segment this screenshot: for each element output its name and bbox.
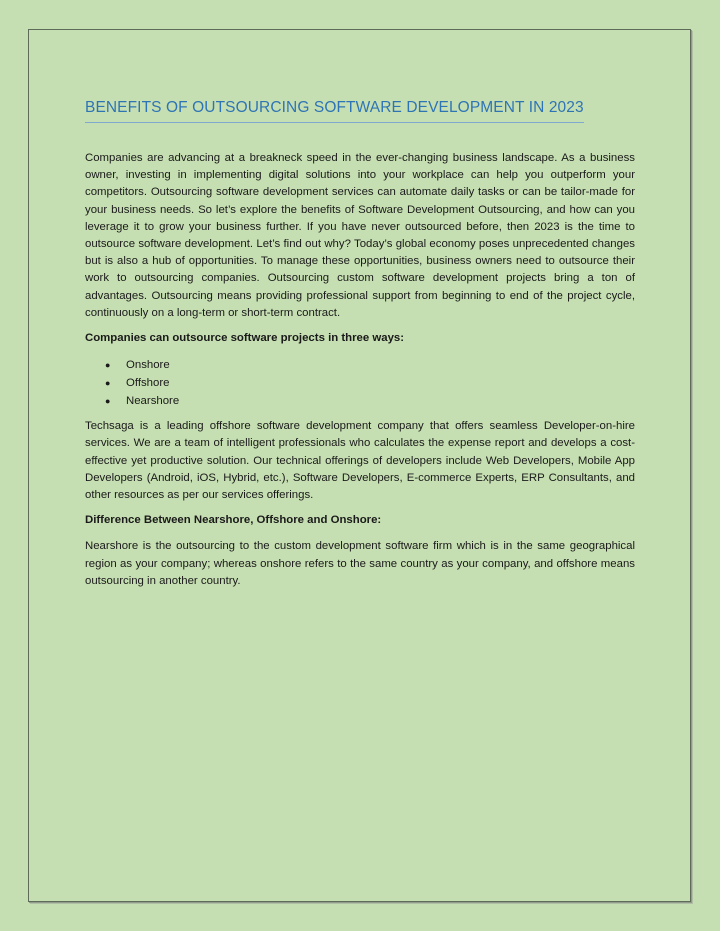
intro-paragraph: Companies are advancing at a breakneck speed in the ever-changing business landscape. As a business owner, investing in implementing digital solutions into your workplace can help you outperform your competitors. Outsourcing software development services can automate daily tasks or can be tailor-made for your business needs. So let’s explore the benefits of Software Development Outsourcing, and how can you leverage it to grow your business further. If you have never outsourced before, then 2023 is the time to outsource software development. Let’s find out why? Today’s global economy poses unprecedented changes but is also a hub of opportunities. To manage these opportunities, business owners need to outsource their work to outsourcing companies. Outsourcing custom software development projects bring a ton of advantages. Outsourcing means providing professional support from beginning to end of the project cycle, continuously on a long-term or short-term contract. <box>85 152 635 319</box>
bullet-icon: ● <box>105 360 111 371</box>
list-item <box>85 374 635 392</box>
title-container <box>85 98 635 150</box>
list-item <box>85 356 635 374</box>
difference-heading: Difference Between Nearshore, Offshore and Onshore: <box>85 514 382 527</box>
document-title: BENEFITS OF OUTSOURCING SOFTWARE DEVELOPMENT IN 2023 <box>85 98 584 123</box>
document-body <box>85 98 635 590</box>
list-item-label: Nearshore <box>126 395 180 408</box>
techsaga-paragraph: Techsaga is a leading offshore software development company that offers seamless Developer-on-hire services. We are a team of intelligent professionals who calculates the expense report and develops a cost-effective yet productive solution. Our technical offerings of developers include Web Developers, Mobile App Developers (Android, iOS, Hybrid, etc.), Software Developers, E-commerce Experts, ERP Consultants, and other resources as per our services offerings. <box>85 420 635 502</box>
list-item-label: Offshore <box>126 377 170 390</box>
list-item-label: Onshore <box>126 359 170 372</box>
ways-list <box>85 356 635 410</box>
bullet-icon: ● <box>105 378 111 389</box>
bullet-icon: ● <box>105 396 111 407</box>
ways-heading: Companies can outsource software projects in three ways: <box>85 332 405 345</box>
list-item <box>85 392 635 410</box>
difference-paragraph: Nearshore is the outsourcing to the custom development software firm which is in the same geographical region as your company; whereas onshore refers to the same country as your company, and offshore means outsourcing in another country. <box>85 540 635 587</box>
